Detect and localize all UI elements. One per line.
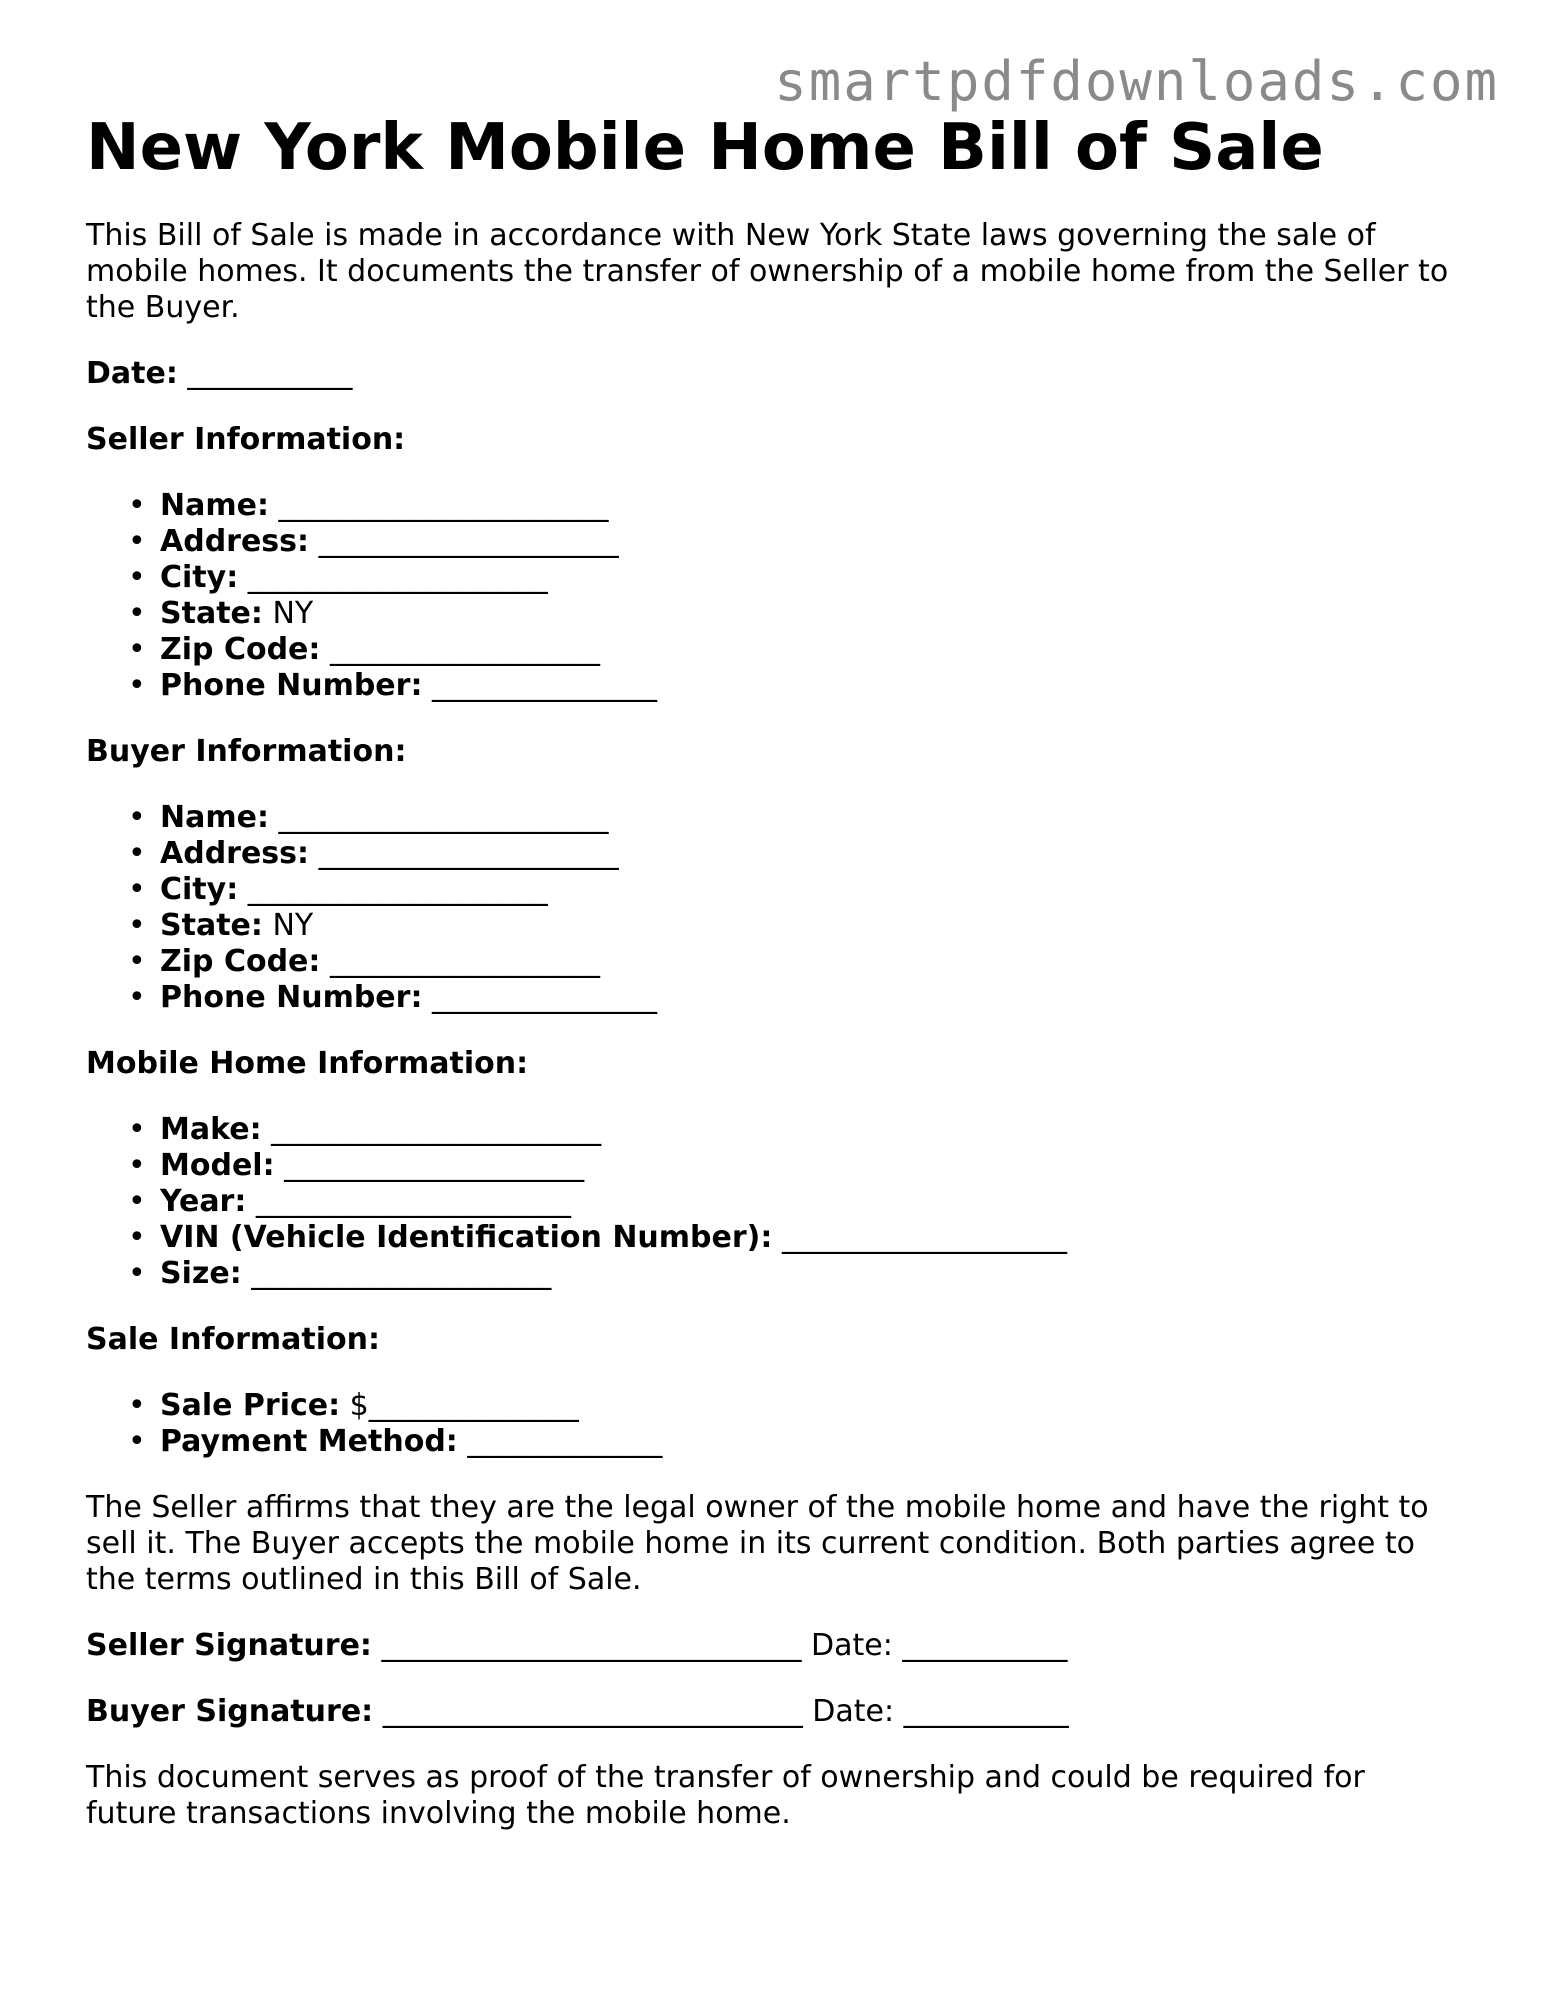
field-label: Name: — [160, 488, 269, 523]
closing-paragraph: This document serves as proof of the transfer of ownership and could be required for future transactions involving the mobile home. — [86, 1760, 1365, 1831]
field-label: Make: — [160, 1112, 262, 1147]
watermark: smartpdfdownloads.com — [774, 50, 1499, 113]
buyer-phone-field[interactable]: _______________ — [432, 980, 657, 1015]
seller-signature-date-label: Date: — [811, 1628, 893, 1663]
payment-method-field[interactable]: _____________ — [467, 1424, 663, 1459]
field-label: State: — [160, 596, 263, 631]
affirmation-paragraph: The Seller affirms that they are the legal owner of the mobile home and have the right to sell it. The Buyer accepts the mobile home in its current condition. Both parties agree to the terms outlined in this Bill of Sale. — [86, 1490, 1429, 1597]
size-field[interactable]: ____________________ — [251, 1256, 552, 1291]
page-title: New York Mobile Home Bill of Sale — [86, 111, 1324, 185]
field-label: Size: — [160, 1256, 242, 1291]
sale-heading: Sale Information: — [86, 1322, 380, 1357]
buyer-phone-item — [160, 980, 1466, 1016]
sale-price-item — [160, 1388, 1466, 1424]
seller-phone-field[interactable]: _______________ — [432, 668, 657, 703]
field-label: Phone Number: — [160, 668, 423, 703]
year-item — [160, 1184, 1466, 1220]
buyer-address-field[interactable]: ____________________ — [318, 836, 619, 871]
year-field[interactable]: _____________________ — [255, 1184, 571, 1219]
make-field[interactable]: ______________________ — [271, 1112, 602, 1147]
field-label: Zip Code: — [160, 944, 321, 979]
seller-zip-item — [160, 632, 1466, 668]
seller-signature-label: Seller Signature: — [86, 1628, 372, 1663]
buyer-fields-list — [86, 800, 1466, 1016]
buyer-state-item — [160, 908, 1466, 944]
field-label: Name: — [160, 800, 269, 835]
field-label: VIN (Vehicle Identification Number): — [160, 1220, 773, 1255]
buyer-heading: Buyer Information: — [86, 734, 407, 769]
seller-name-item — [160, 488, 1466, 524]
vin-field[interactable]: ___________________ — [781, 1220, 1067, 1255]
sale-price-field[interactable]: $______________ — [349, 1388, 579, 1423]
seller-zip-field[interactable]: __________________ — [329, 632, 600, 667]
size-item — [160, 1256, 1466, 1292]
field-label: City: — [160, 872, 239, 907]
buyer-name-item — [160, 800, 1466, 836]
buyer-signature-line — [86, 1694, 1466, 1730]
field-label: Address: — [160, 524, 310, 559]
buyer-signature-date-label: Date: — [812, 1694, 895, 1729]
seller-address-item — [160, 524, 1466, 560]
intro-paragraph: This Bill of Sale is made in accordance with New York State laws governing the sale of mobile homes. It documents the transfer of ownership of a mobile home from the Seller to the Buyer. — [86, 218, 1449, 325]
buyer-city-item — [160, 872, 1466, 908]
field-label: State: — [160, 908, 263, 943]
seller-signature-line — [86, 1628, 1466, 1664]
field-label: Year: — [160, 1184, 247, 1219]
seller-state-value: NY — [272, 596, 314, 631]
date-field[interactable]: ___________ — [187, 356, 353, 391]
seller-phone-item — [160, 668, 1466, 704]
seller-state-item — [160, 596, 1466, 632]
seller-address-field[interactable]: ____________________ — [318, 524, 619, 559]
date-line — [86, 356, 1466, 392]
buyer-zip-field[interactable]: __________________ — [329, 944, 600, 979]
seller-heading: Seller Information: — [86, 422, 406, 457]
payment-method-item — [160, 1424, 1466, 1460]
seller-name-field[interactable]: ______________________ — [278, 488, 609, 523]
buyer-signature-field[interactable]: ____________________________ — [382, 1694, 803, 1729]
field-label: Sale Price: — [160, 1388, 341, 1423]
field-label: Zip Code: — [160, 632, 321, 667]
seller-city-field[interactable]: ____________________ — [247, 560, 548, 595]
buyer-name-field[interactable]: ______________________ — [278, 800, 609, 835]
buyer-signature-date-field[interactable]: ___________ — [903, 1694, 1069, 1729]
seller-signature-date-field[interactable]: ___________ — [902, 1628, 1068, 1663]
field-label: Payment Method: — [160, 1424, 458, 1459]
seller-fields-list — [86, 488, 1466, 704]
make-item — [160, 1112, 1466, 1148]
field-label: Phone Number: — [160, 980, 423, 1015]
buyer-state-value: NY — [272, 908, 314, 943]
sale-fields-list — [86, 1388, 1466, 1460]
field-label: Model: — [160, 1148, 275, 1183]
buyer-signature-label: Buyer Signature: — [86, 1694, 374, 1729]
vin-item — [160, 1220, 1466, 1256]
field-label: City: — [160, 560, 239, 595]
document-body — [86, 110, 1466, 1832]
buyer-address-item — [160, 836, 1466, 872]
mobile-home-heading: Mobile Home Information: — [86, 1046, 529, 1081]
mobile-home-fields-list — [86, 1112, 1466, 1292]
buyer-zip-item — [160, 944, 1466, 980]
seller-city-item — [160, 560, 1466, 596]
model-field[interactable]: ____________________ — [284, 1148, 585, 1183]
date-label: Date: — [86, 356, 178, 391]
buyer-city-field[interactable]: ____________________ — [247, 872, 548, 907]
seller-signature-field[interactable]: ____________________________ — [381, 1628, 802, 1663]
field-label: Address: — [160, 836, 310, 871]
model-item — [160, 1148, 1466, 1184]
